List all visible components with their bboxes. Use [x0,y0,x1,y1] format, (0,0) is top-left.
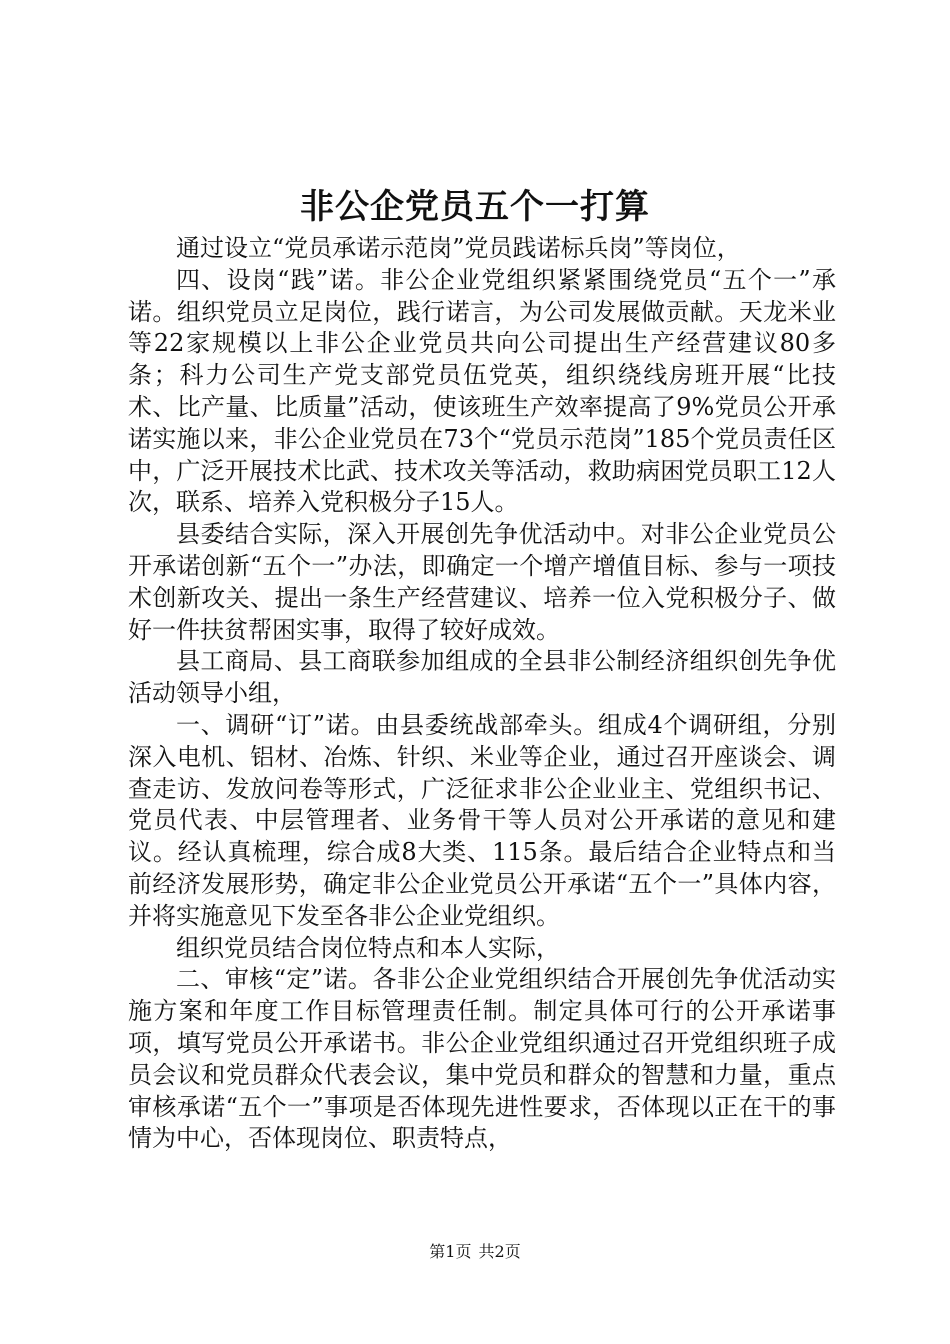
page-footer [0,1241,950,1263]
paragraph-3: 县委结合实际，深入开展创先争优活动中。对非公企业党员公开承诺创新“五个一”办法，即确定一个增产增值目标、参与一项技术创新攻关、提出一条生产经营建议、培养一位入党积极分子、做好一件扶贫帮困实事，取得了较好成效。 [128,520,836,644]
document-body [128,233,836,1155]
page-number: 第1页 [429,1242,472,1261]
paragraph-1: 通过设立“党员承诺示范岗”党员践诺标兵岗”等岗位， [176,234,741,262]
page-total: 共2页 [478,1242,521,1261]
paragraph-5: 一、调研“订”诺。由县委统战部牵头。组成4个调研组，分别深入电机、铝材、冶炼、针织、米业等企业，通过召开座谈会、调查走访、发放问卷等形式，广泛征求非公企业业主、党组织书记、党员代表、中层管理者、业务骨干等人员对公开承诺的意见和建议。经认真梳理，综合成8大类、115条。最后结合企业特点和当前经济发展形势，确定非公企业党员公开承诺“五个一”具体内容，并将实施意见下发至各非公企业党组织。 [128,710,836,930]
paragraph-2: 四、设岗“践”诺。非公企业党组织紧紧围绕党员“五个一”承诺。组织党员立足岗位，践行诺言，为公司发展做贡献。天龙米业等22家规模以上非公企业党员共向公司提出生产经营建议80多条；科力公司生产党支部党员伍党英，组织绕线房班开展“比技术、比产量、比质量”活动，使该班生产效率提高了9%党员公开承诺实施以来，非公企业党员在73个“党员示范岗”185个党员责任区中，广泛开展技术比武、技术攻关等活动，救助病困党员职工12人次，联系、培养入党积极分子15人。 [128,265,836,517]
paragraph-7: 二、审核“定”诺。各非公企业党组织结合开展创先争优活动实施方案和年度工作目标管理责任制。制定具体可行的公开承诺事项，填写党员公开承诺书。非公企业党组织通过召开党组织班子成员会议和党员群众代表会议，集中党员和群众的智慧和力量，重点审核承诺“五个一”事项是否体现先进性要求，否体现以正在干的事情为中心，否体现岗位、职责特点， [128,965,836,1153]
paragraph-6: 组织党员结合岗位特点和本人实际， [176,933,560,962]
paragraph-4: 县工商局、县工商联参加组成的全县非公制经济组织创先争优活动领导小组， [128,647,836,708]
document-title: 非公企党员五个一打算 [300,187,650,227]
